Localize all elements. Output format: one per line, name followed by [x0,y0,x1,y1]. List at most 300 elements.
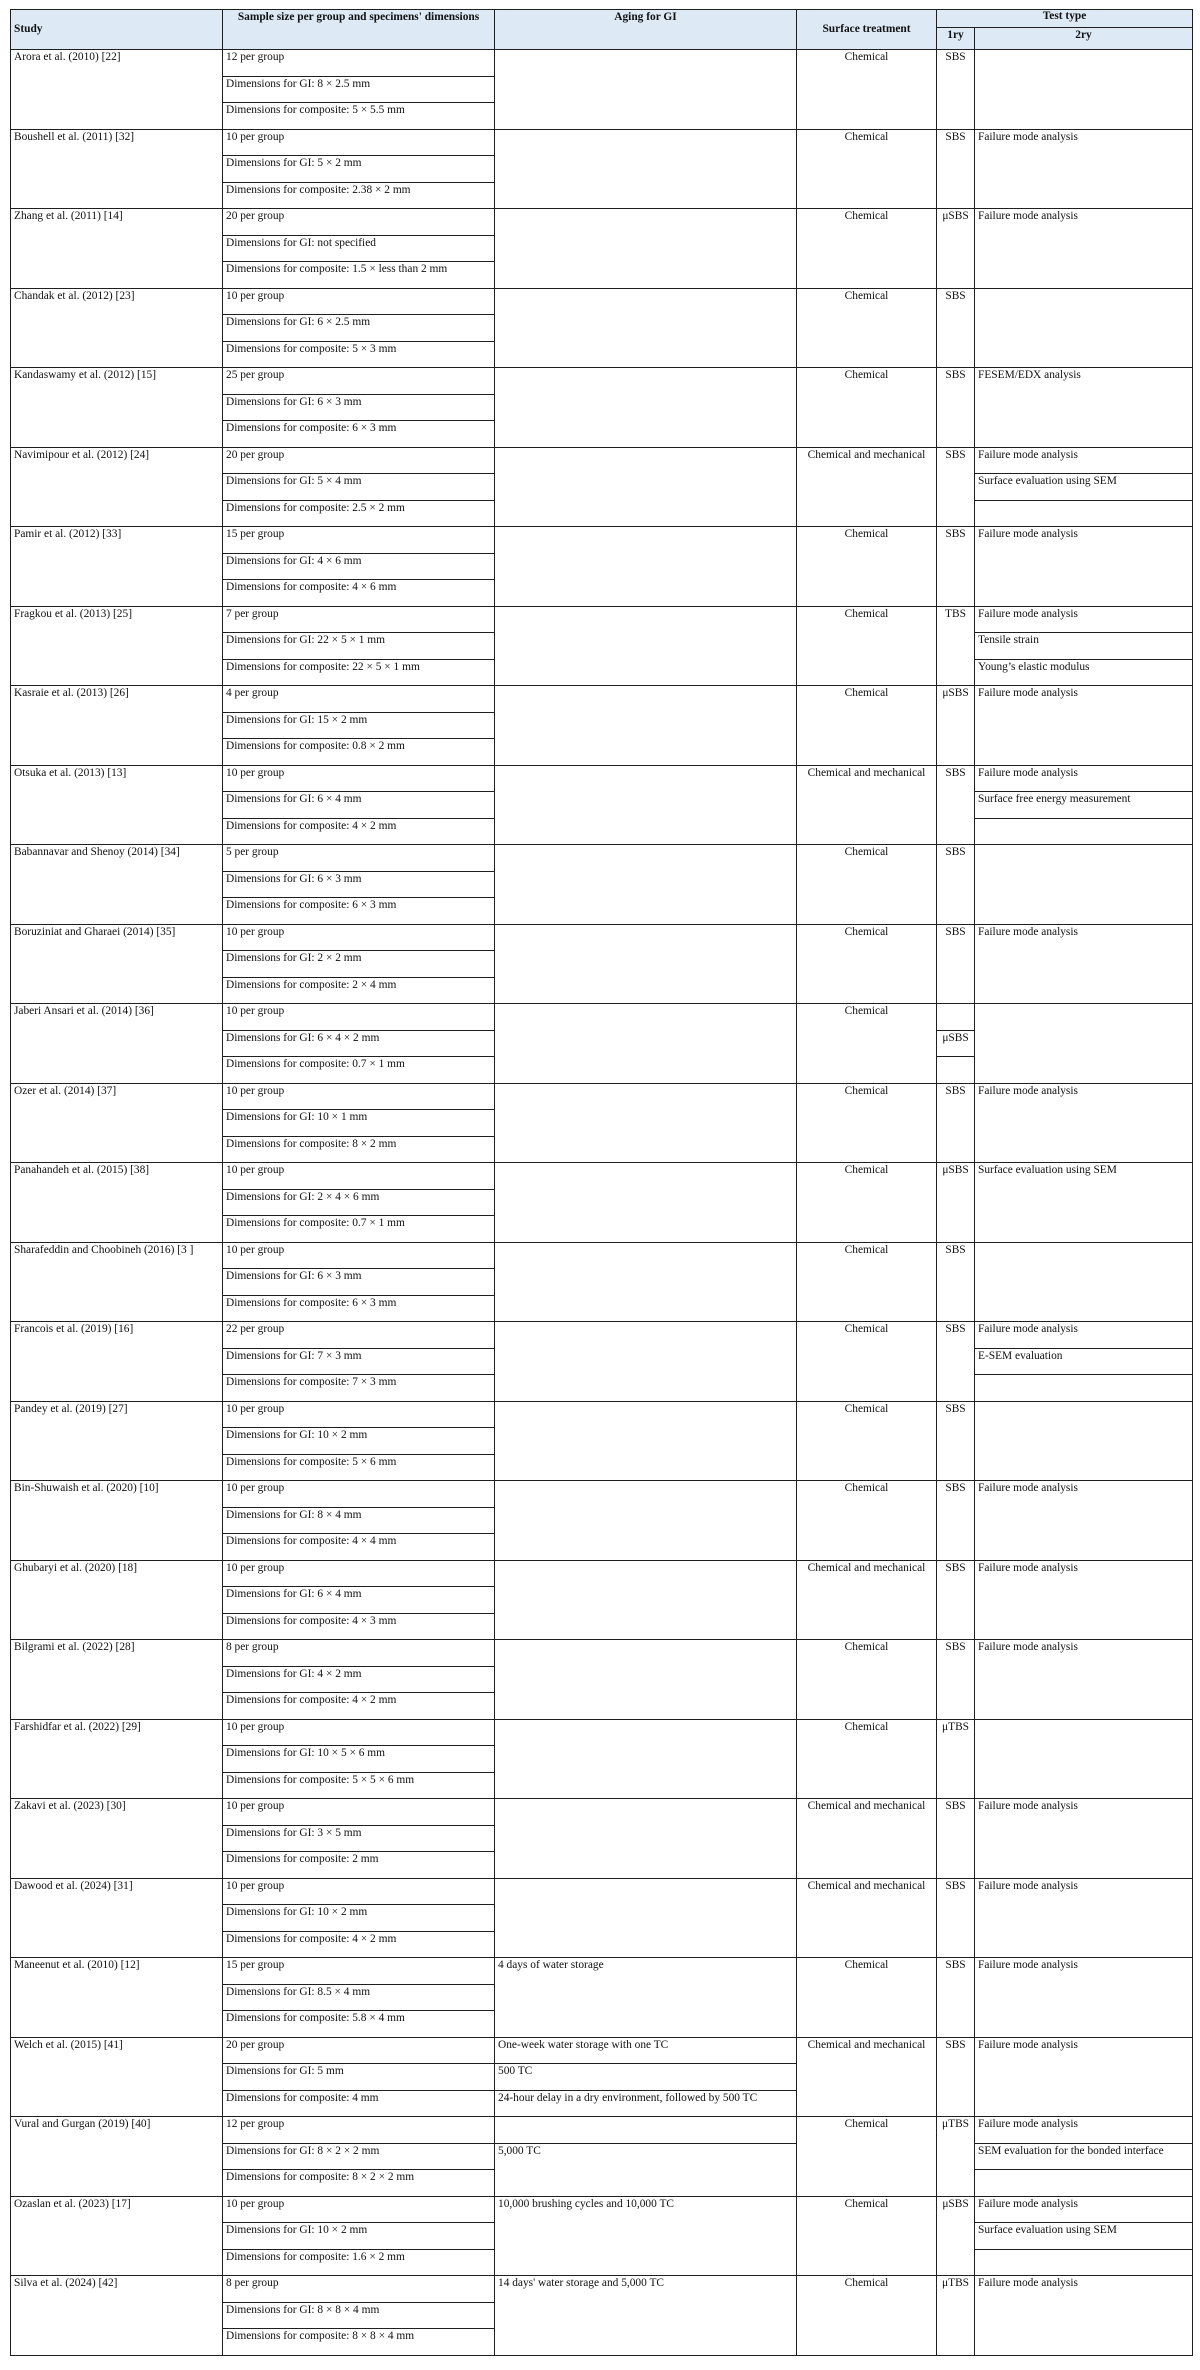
study-name: Pandey et al. (2019) [27] [11,1401,223,1481]
secondary-test-cell: Failure mode analysis [975,527,1193,554]
secondary-test-cell [975,1825,1193,1852]
sample-size-cell: Dimensions for composite: 0.8 × 2 mm [223,739,495,766]
table-header [11,10,1193,50]
secondary-test-cell [975,2302,1193,2329]
primary-test-cell: μSBS [937,1030,975,1057]
study-name: Zhang et al. (2011) [14] [11,209,223,289]
aging-cell [495,1110,797,1137]
secondary-test-cell [975,341,1193,368]
aging-cell [495,209,797,236]
aging-cell [495,1401,797,1428]
sample-size-cell: Dimensions for composite: 2 × 4 mm [223,977,495,1004]
sample-size-cell: 15 per group [223,1958,495,1985]
sample-size-cell: Dimensions for composite: 7 × 3 mm [223,1375,495,1402]
aging-cell [495,1083,797,1110]
aging-cell [495,1693,797,1720]
secondary-test-cell [975,1746,1193,1773]
surface-treatment-cell: Chemical [797,1322,937,1402]
secondary-test-cell: Failure mode analysis [975,209,1193,236]
aging-cell [495,553,797,580]
sample-size-cell: Dimensions for GI: 8 × 2 × 2 mm [223,2143,495,2170]
primary-test-cell [937,262,975,289]
table-row [11,368,1193,395]
aging-cell [495,1269,797,1296]
aging-cell [495,182,797,209]
secondary-test-cell [975,1189,1193,1216]
sample-size-cell: 10 per group [223,1878,495,1905]
secondary-test-cell: Surface free energy measurement [975,792,1193,819]
secondary-test-cell: Surface evaluation using SEM [975,1163,1193,1190]
aging-cell [495,368,797,395]
secondary-test-cell [975,1693,1193,1720]
aging-cell [495,1852,797,1879]
study-name: Welch et al. (2015) [41] [11,2037,223,2117]
aging-cell [495,1163,797,1190]
secondary-test-cell: Failure mode analysis [975,1560,1193,1587]
aging-cell [495,633,797,660]
secondary-test-cell: Failure mode analysis [975,1958,1193,1985]
sample-size-cell: Dimensions for composite: 6 × 3 mm [223,1295,495,1322]
primary-test-cell [937,315,975,342]
surface-treatment-cell: Chemical [797,2196,937,2276]
primary-test-cell: SBS [937,924,975,951]
table-row [11,1083,1193,1110]
secondary-test-cell [975,1375,1193,1402]
secondary-test-cell [975,1136,1193,1163]
secondary-test-cell [975,315,1193,342]
sample-size-cell: 10 per group [223,1163,495,1190]
study-name: Arora et al. (2010) [22] [11,50,223,130]
aging-cell [495,341,797,368]
study-name: Ghubaryi et al. (2020) [18] [11,1560,223,1640]
secondary-test-cell: Failure mode analysis [975,1878,1193,1905]
aging-cell [495,1454,797,1481]
primary-test-cell [937,474,975,501]
sample-size-cell: Dimensions for composite: 5 × 6 mm [223,1454,495,1481]
sample-size-cell: 10 per group [223,129,495,156]
study-name: Ozaslan et al. (2023) [17] [11,2196,223,2276]
secondary-test-cell [975,1110,1193,1137]
table-row [11,129,1193,156]
primary-test-cell: SBS [937,1401,975,1428]
surface-treatment-cell: Chemical [797,1481,937,1561]
aging-cell [495,1507,797,1534]
secondary-test-cell: Failure mode analysis [975,2196,1193,2223]
secondary-test-cell [975,76,1193,103]
surface-treatment-cell: Chemical and mechanical [797,765,937,845]
aging-cell [495,1587,797,1614]
aging-cell [495,659,797,686]
study-name: Panahandeh et al. (2015) [38] [11,1163,223,1243]
sample-size-cell: Dimensions for GI: 5 mm [223,2064,495,2091]
aging-cell [495,156,797,183]
primary-test-cell: SBS [937,447,975,474]
sample-size-cell: Dimensions for composite: 22 × 5 × 1 mm [223,659,495,686]
surface-treatment-cell: Chemical [797,1958,937,2038]
surface-treatment-cell: Chemical [797,1640,937,1720]
table-row [11,606,1193,633]
sample-size-cell: Dimensions for composite: 0.7 × 1 mm [223,1057,495,1084]
primary-test-cell: SBS [937,288,975,315]
secondary-test-cell [975,1030,1193,1057]
header-secondary-test: 2ry [975,28,1193,50]
primary-test-cell [937,633,975,660]
aging-cell [495,977,797,1004]
primary-test-cell [937,2011,975,2038]
table-row [11,1640,1193,1667]
sample-size-cell: Dimensions for composite: 4 × 6 mm [223,580,495,607]
secondary-test-cell [975,1057,1193,1084]
aging-cell [495,1216,797,1243]
sample-size-cell: 12 per group [223,50,495,77]
aging-cell [495,1189,797,1216]
sample-size-cell: Dimensions for GI: 7 × 3 mm [223,1348,495,1375]
secondary-test-cell [975,2090,1193,2117]
primary-test-cell: SBS [937,2037,975,2064]
secondary-test-cell [975,871,1193,898]
secondary-test-cell [975,951,1193,978]
sample-size-cell: Dimensions for GI: 5 × 2 mm [223,156,495,183]
secondary-test-cell [975,1613,1193,1640]
table-row [11,2117,1193,2144]
study-name: Farshidfar et al. (2022) [29] [11,1719,223,1799]
primary-test-cell: SBS [937,129,975,156]
study-name: Vural and Gurgan (2019) [40] [11,2117,223,2197]
study-name: Ozer et al. (2014) [37] [11,1083,223,1163]
primary-test-cell: μSBS [937,686,975,713]
surface-treatment-cell: Chemical [797,845,937,925]
surface-treatment-cell: Chemical [797,924,937,1004]
secondary-test-cell: Failure mode analysis [975,924,1193,951]
aging-cell [495,2117,797,2144]
primary-test-cell [937,2329,975,2356]
aging-cell [495,1534,797,1561]
table-row [11,2037,1193,2064]
secondary-test-cell: Failure mode analysis [975,2276,1193,2303]
secondary-test-cell [975,1507,1193,1534]
surface-treatment-cell: Chemical [797,129,937,209]
sample-size-cell: Dimensions for composite: 4 × 4 mm [223,1534,495,1561]
surface-treatment-cell: Chemical [797,288,937,368]
secondary-test-cell [975,1454,1193,1481]
aging-cell [495,1295,797,1322]
sample-size-cell: Dimensions for GI: 4 × 2 mm [223,1666,495,1693]
aging-cell [495,1030,797,1057]
secondary-test-cell: Failure mode analysis [975,2037,1193,2064]
primary-test-cell [937,1507,975,1534]
sample-size-cell: Dimensions for GI: 8 × 2.5 mm [223,76,495,103]
secondary-test-cell [975,1216,1193,1243]
aging-cell [495,1666,797,1693]
table-row [11,1878,1193,1905]
header-surface-treatment: Surface treatment [797,10,937,50]
sample-size-cell: Dimensions for composite: 6 × 3 mm [223,421,495,448]
sample-size-cell: 12 per group [223,2117,495,2144]
table-row [11,924,1193,951]
primary-test-cell [937,659,975,686]
table-row [11,527,1193,554]
primary-test-cell [937,1746,975,1773]
study-name: Boushell et al. (2011) [32] [11,129,223,209]
sample-size-cell: Dimensions for GI: 2 × 2 mm [223,951,495,978]
surface-treatment-cell: Chemical [797,606,937,686]
study-name: Boruziniat and Gharaei (2014) [35] [11,924,223,1004]
secondary-test-cell: Failure mode analysis [975,1481,1193,1508]
aging-cell [495,1878,797,1905]
surface-treatment-cell: Chemical [797,686,937,766]
sample-size-cell: Dimensions for composite: 4 × 2 mm [223,1693,495,1720]
aging-cell [495,1560,797,1587]
secondary-test-cell [975,421,1193,448]
primary-test-cell: SBS [937,1799,975,1826]
study-name: Dawood et al. (2024) [31] [11,1878,223,1958]
aging-cell [495,1322,797,1349]
studies-table [10,9,1193,2356]
secondary-test-cell [975,845,1193,872]
aging-cell: 10,000 brushing cycles and 10,000 TC [495,2196,797,2223]
primary-test-cell [937,394,975,421]
primary-test-cell [937,421,975,448]
sample-size-cell: Dimensions for composite: 5 × 3 mm [223,341,495,368]
sample-size-cell: Dimensions for GI: 8.5 × 4 mm [223,1984,495,2011]
aging-cell [495,712,797,739]
sample-size-cell: Dimensions for GI: 6 × 4 × 2 mm [223,1030,495,1057]
aging-cell [495,1242,797,1269]
primary-test-cell [937,1057,975,1084]
aging-cell [495,2170,797,2197]
primary-test-cell [937,500,975,527]
sample-size-cell: Dimensions for GI: 6 × 3 mm [223,1269,495,1296]
primary-test-cell [937,1348,975,1375]
aging-cell: 24-hour delay in a dry environment, followed by 500 TC [495,2090,797,2117]
secondary-test-cell: Failure mode analysis [975,606,1193,633]
secondary-test-cell [975,977,1193,1004]
study-name: Chandak et al. (2012) [23] [11,288,223,368]
aging-cell [495,1719,797,1746]
surface-treatment-cell: Chemical and mechanical [797,1799,937,1879]
secondary-test-cell [975,1984,1193,2011]
secondary-test-cell [975,1004,1193,1031]
sample-size-cell: Dimensions for GI: 3 × 5 mm [223,1825,495,1852]
aging-cell [495,686,797,713]
aging-cell [495,500,797,527]
aging-cell [495,262,797,289]
primary-test-cell [937,951,975,978]
primary-test-cell [937,235,975,262]
header-aging: Aging for GI [495,10,797,50]
aging-cell [495,845,797,872]
aging-cell [495,76,797,103]
primary-test-cell [937,1984,975,2011]
secondary-test-cell [975,2064,1193,2091]
secondary-test-cell [975,1852,1193,1879]
sample-size-cell: Dimensions for composite: 0.7 × 1 mm [223,1216,495,1243]
aging-cell [495,1640,797,1667]
study-name: Maneenut et al. (2010) [12] [11,1958,223,2038]
surface-treatment-cell: Chemical [797,368,937,448]
table-row [11,1004,1193,1031]
sample-size-cell: 20 per group [223,209,495,236]
secondary-test-cell: Failure mode analysis [975,765,1193,792]
surface-treatment-cell: Chemical [797,2276,937,2356]
primary-test-cell [937,1454,975,1481]
primary-test-cell: SBS [937,1878,975,1905]
aging-cell [495,1931,797,1958]
sample-size-cell: 10 per group [223,1719,495,1746]
sample-size-cell: Dimensions for composite: 4 × 3 mm [223,1613,495,1640]
secondary-test-cell [975,235,1193,262]
primary-test-cell [937,1693,975,1720]
secondary-test-cell [975,1295,1193,1322]
primary-test-cell [937,2090,975,2117]
sample-size-cell: Dimensions for GI: 6 × 4 mm [223,1587,495,1614]
secondary-test-cell [975,580,1193,607]
primary-test-cell: μTBS [937,2117,975,2144]
study-name: Kandaswamy et al. (2012) [15] [11,368,223,448]
table-row [11,209,1193,236]
primary-test-cell [937,1613,975,1640]
primary-test-cell: SBS [937,1083,975,1110]
sample-size-cell: Dimensions for composite: 6 × 3 mm [223,898,495,925]
primary-test-cell: SBS [937,1560,975,1587]
aging-cell [495,951,797,978]
secondary-test-cell [975,262,1193,289]
sample-size-cell: 10 per group [223,1083,495,1110]
primary-test-cell [937,182,975,209]
aging-cell [495,50,797,77]
sample-size-cell: 8 per group [223,1640,495,1667]
aging-cell [495,103,797,130]
aging-cell: 500 TC [495,2064,797,2091]
primary-test-cell [937,1772,975,1799]
aging-cell [495,1772,797,1799]
aging-cell [495,1136,797,1163]
aging-cell [495,129,797,156]
secondary-test-cell [975,553,1193,580]
secondary-test-cell [975,1905,1193,1932]
secondary-test-cell [975,156,1193,183]
header-test-type: Test type [937,10,1193,28]
primary-test-cell [937,2302,975,2329]
secondary-test-cell [975,2329,1193,2356]
primary-test-cell [937,1216,975,1243]
aging-cell: 14 days' water storage and 5,000 TC [495,2276,797,2303]
secondary-test-cell: Failure mode analysis [975,1799,1193,1826]
secondary-test-cell [975,2249,1193,2276]
sample-size-cell: 10 per group [223,1799,495,1826]
aging-cell [495,818,797,845]
study-name: Francois et al. (2019) [16] [11,1322,223,1402]
secondary-test-cell [975,394,1193,421]
study-name: Kasraie et al. (2013) [26] [11,686,223,766]
table-row [11,1242,1193,1269]
primary-test-cell: TBS [937,606,975,633]
table-row [11,2276,1193,2303]
table-row [11,1163,1193,1190]
aging-cell [495,924,797,951]
primary-test-cell: μTBS [937,1719,975,1746]
sample-size-cell: 15 per group [223,527,495,554]
surface-treatment-cell: Chemical [797,50,937,130]
primary-test-cell: SBS [937,765,975,792]
study-name: Sharafeddin and Choobineh (2016) [3 ] [11,1242,223,1322]
aging-cell [495,474,797,501]
table-row [11,447,1193,474]
sample-size-cell: Dimensions for composite: 2.38 × 2 mm [223,182,495,209]
secondary-test-cell: Failure mode analysis [975,1322,1193,1349]
sample-size-cell: 22 per group [223,1322,495,1349]
surface-treatment-cell: Chemical [797,209,937,289]
sample-size-cell: 10 per group [223,288,495,315]
surface-treatment-cell: Chemical and mechanical [797,447,937,527]
surface-treatment-cell: Chemical [797,1242,937,1322]
secondary-test-cell [975,898,1193,925]
surface-treatment-cell: Chemical [797,1401,937,1481]
primary-test-cell [937,1110,975,1137]
secondary-test-cell: Surface evaluation using SEM [975,474,1193,501]
secondary-test-cell [975,1931,1193,1958]
primary-test-cell: μSBS [937,1163,975,1190]
primary-test-cell: μSBS [937,209,975,236]
secondary-test-cell [975,500,1193,527]
sample-size-cell: 10 per group [223,1004,495,1031]
primary-test-cell [937,1534,975,1561]
aging-cell [495,871,797,898]
secondary-test-cell [975,50,1193,77]
sample-size-cell: Dimensions for composite: 4 mm [223,2090,495,2117]
sample-size-cell: Dimensions for GI: 10 × 5 × 6 mm [223,1746,495,1773]
primary-test-cell [937,1931,975,1958]
primary-test-cell: SBS [937,1322,975,1349]
sample-size-cell: Dimensions for composite: 5 × 5 × 6 mm [223,1772,495,1799]
table-row [11,1481,1193,1508]
secondary-test-cell [975,2170,1193,2197]
secondary-test-cell [975,288,1193,315]
primary-test-cell [937,1428,975,1455]
aging-cell [495,394,797,421]
sample-size-cell: Dimensions for GI: 6 × 4 mm [223,792,495,819]
sample-size-cell: 8 per group [223,2276,495,2303]
secondary-test-cell: E-SEM evaluation [975,1348,1193,1375]
aging-cell: 5,000 TC [495,2143,797,2170]
secondary-test-cell: Failure mode analysis [975,447,1193,474]
sample-size-cell: 10 per group [223,1401,495,1428]
secondary-test-cell [975,1587,1193,1614]
aging-cell [495,580,797,607]
aging-cell [495,1613,797,1640]
primary-test-cell [937,1295,975,1322]
primary-test-cell: μTBS [937,2276,975,2303]
primary-test-cell [937,76,975,103]
aging-cell: One-week water storage with one TC [495,2037,797,2064]
aging-cell: 4 days of water storage [495,1958,797,1985]
primary-test-cell [937,1666,975,1693]
aging-cell [495,1746,797,1773]
secondary-test-cell [975,1719,1193,1746]
sample-size-cell: Dimensions for composite: 1.6 × 2 mm [223,2249,495,2276]
primary-test-cell: SBS [937,1481,975,1508]
sample-size-cell: Dimensions for GI: 8 × 8 × 4 mm [223,2302,495,2329]
aging-cell [495,421,797,448]
primary-test-cell [937,1587,975,1614]
sample-size-cell: Dimensions for GI: not specified [223,235,495,262]
primary-test-cell [937,341,975,368]
aging-cell [495,527,797,554]
primary-test-cell [937,1136,975,1163]
primary-test-cell [937,2143,975,2170]
aging-cell [495,1348,797,1375]
primary-test-cell [937,1905,975,1932]
